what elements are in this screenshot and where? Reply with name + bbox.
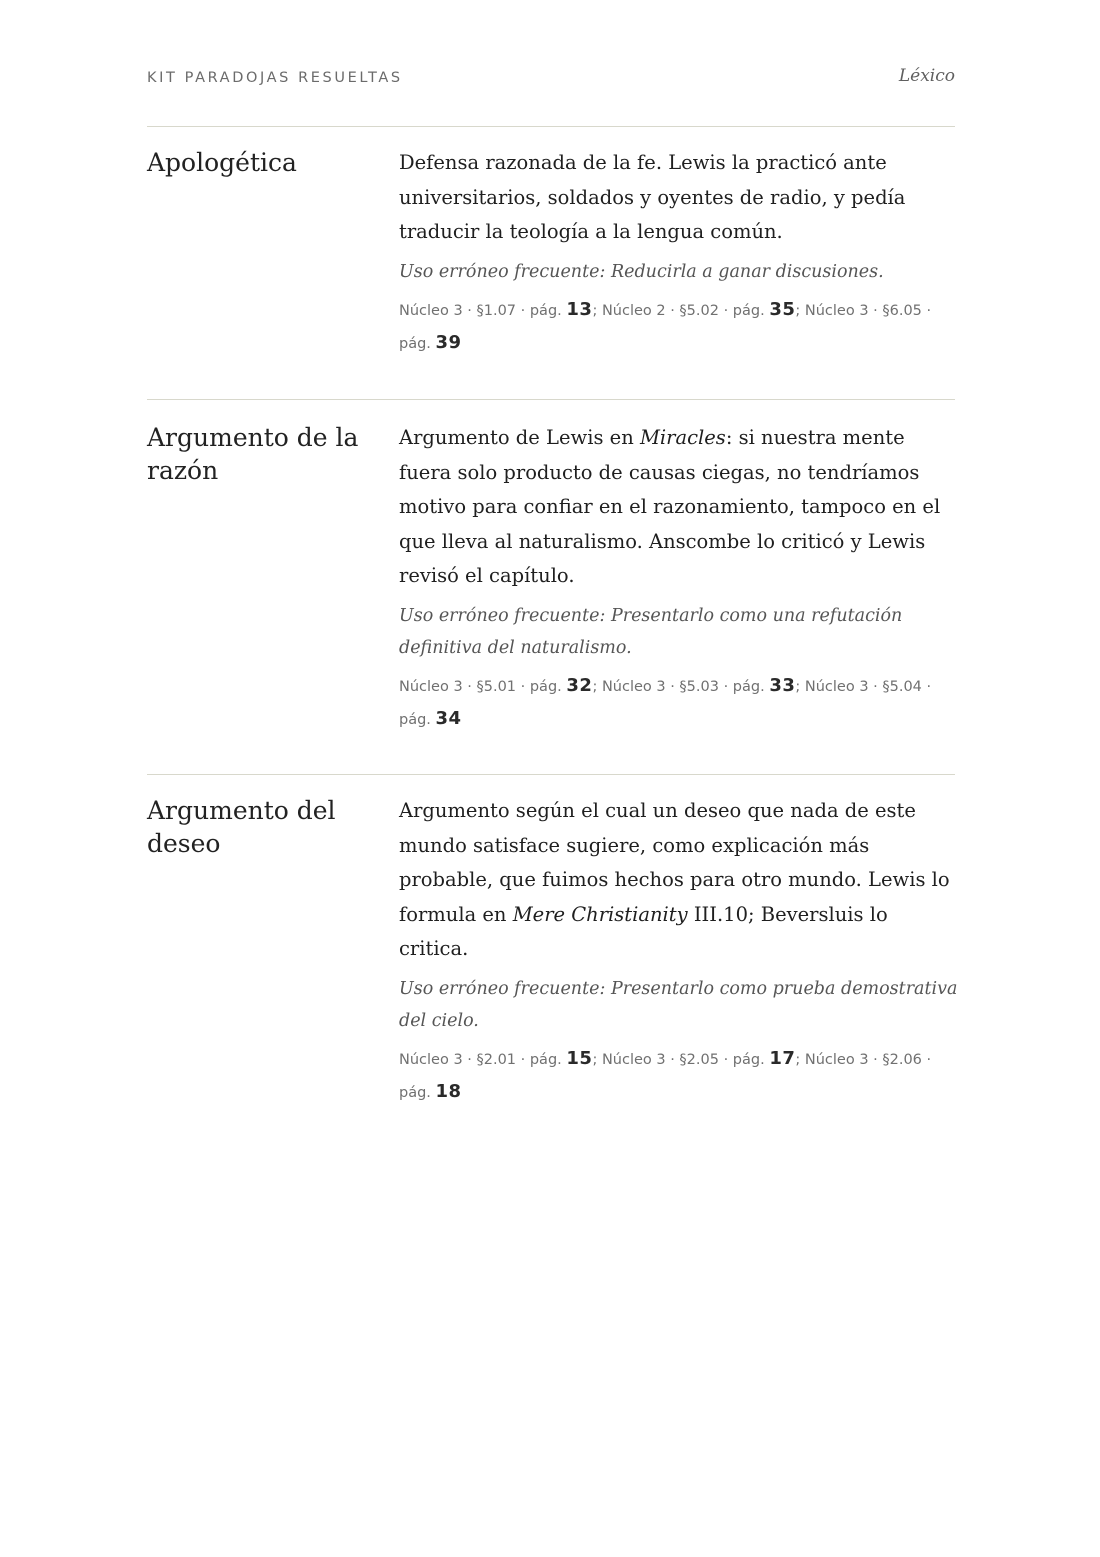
entry-references: Núcleo 3 · §1.07 · pág. 13; Núcleo 2 · §5.02 · pág. 35; Núcleo 3 · §6.05 · pág. 39 — [399, 298, 932, 353]
misuse-text: Presentarlo como una refutación definitiva del naturalismo. — [399, 605, 903, 658]
ref-page: 17 — [769, 1047, 796, 1069]
definition-text: III.10; Beversluis lo critica. — [399, 902, 888, 960]
ref-page: 35 — [769, 298, 796, 320]
entry-references: Núcleo 3 · §5.01 · pág. 32; Núcleo 3 · §5.03 · pág. 33; Núcleo 3 · §5.04 · pág. 34 — [399, 674, 932, 729]
entry-body — [399, 794, 959, 1109]
entry-term: Argumento del deseo — [147, 796, 336, 858]
ref-prefix: Núcleo 3 · §2.01 · pág. — [399, 1051, 562, 1068]
kit-title: KIT PARADOJAS RESUELTAS — [147, 70, 403, 86]
ref-prefix: Núcleo 3 · §2.06 · pág. — [399, 1051, 932, 1101]
entry-body — [399, 146, 959, 360]
misuse-label: Uso erróneo frecuente — [399, 261, 600, 282]
misuse-label: Uso erróneo frecuente — [399, 978, 600, 999]
entry-body — [399, 421, 959, 736]
entry-definition — [399, 421, 959, 594]
page-header — [147, 66, 955, 96]
ref-prefix: Núcleo 3 · §5.04 · pág. — [399, 678, 932, 728]
entry-definition — [399, 146, 959, 250]
ref-page: 33 — [769, 674, 796, 696]
ref-prefix: Núcleo 3 · §1.07 · pág. — [399, 302, 562, 319]
entry-references: Núcleo 3 · §2.01 · pág. 15; Núcleo 3 · §2.05 · pág. 17; Núcleo 3 · §2.06 · pág. 18 — [399, 1047, 932, 1102]
misuse-text: Reducirla a ganar discusiones. — [610, 261, 884, 282]
definition-text: Defensa razonada de la fe. Lewis la practicó ante universitarios, soldados y oyentes de radio, y pedía traducir la teología a la lengua común. — [399, 151, 906, 243]
definition-title: Mere Christianity — [512, 902, 688, 926]
ref-prefix: Núcleo 3 · §5.03 · pág. — [601, 678, 765, 695]
divider — [147, 126, 955, 127]
ref-page: 39 — [435, 331, 462, 353]
ref-prefix: Núcleo 2 · §5.02 · pág. — [601, 302, 765, 319]
entry-misuse: Uso erróneo frecuente: Presentarlo como una refutación definitiva del naturalismo. — [399, 605, 903, 658]
definition-text: Argumento según el cual un deseo que nada de este mundo satisface sugiere, como explicación más probable, que fuimos hechos para otro mundo. Lewis lo formula en — [399, 799, 950, 926]
definition-text: Argumento de Lewis en — [399, 426, 640, 449]
ref-page: 34 — [435, 707, 462, 729]
misuse-label: Uso erróneo frecuente — [399, 605, 600, 626]
section-title: Léxico — [898, 66, 955, 86]
divider — [147, 774, 955, 775]
ref-page: 18 — [435, 1080, 462, 1102]
ref-page: 32 — [566, 674, 593, 696]
ref-prefix: Núcleo 3 · §6.05 · pág. — [399, 302, 932, 352]
ref-prefix: Núcleo 3 · §5.01 · pág. — [399, 678, 562, 695]
entry-term: Argumento de la razón — [147, 423, 359, 485]
ref-page: 13 — [566, 298, 593, 320]
ref-prefix: Núcleo 3 · §2.05 · pág. — [601, 1051, 765, 1068]
misuse-text: Presentarlo como prueba demostrativa del cielo. — [399, 978, 958, 1031]
entry-misuse: Uso erróneo frecuente: Presentarlo como prueba demostrativa del cielo. — [399, 978, 958, 1031]
entry-definition — [399, 794, 959, 967]
ref-page: 15 — [566, 1047, 593, 1069]
divider — [147, 399, 955, 400]
entry-misuse: Uso erróneo frecuente: Reducirla a ganar discusiones. — [399, 261, 884, 282]
definition-title: Miracles — [639, 426, 726, 449]
entry-term: Apologética — [147, 148, 297, 177]
definition-text: : si nuestra mente fuera solo producto de causas ciegas, no tendríamos motivo para confiar en el razonamiento, tampoco en el que lleva al naturalismo. Anscombe lo criticó y Lewis revisó el capítulo. — [399, 426, 941, 587]
